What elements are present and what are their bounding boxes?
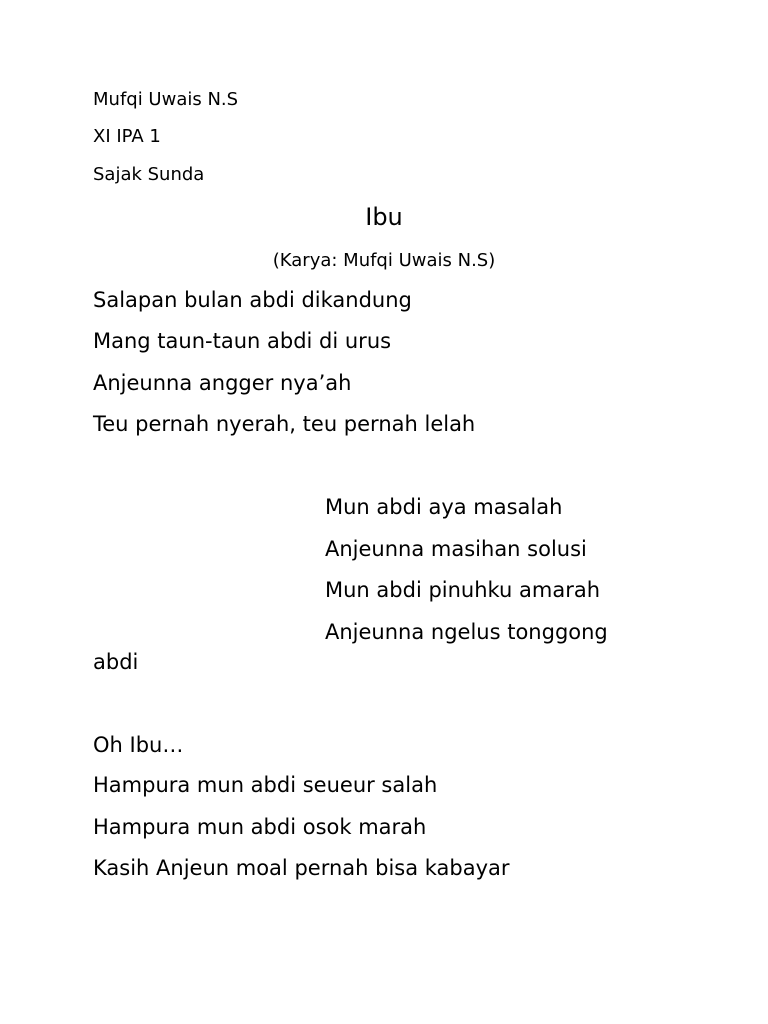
- poem-line: Mun abdi aya masalah: [325, 495, 563, 519]
- poem-line: Hampura mun abdi seueur salah: [93, 773, 438, 797]
- poem-line: Anjeunna angger nya’ah: [93, 371, 352, 395]
- poem-line: abdi: [93, 650, 139, 674]
- poem-line: Teu pernah nyerah, teu pernah lelah: [93, 412, 476, 436]
- poem-line: Mun abdi pinuhku amarah: [325, 578, 601, 602]
- poem-line: Oh Ibu…: [93, 733, 184, 757]
- poem-line: Hampura mun abdi osok marah: [93, 815, 427, 839]
- poem-line: Salapan bulan abdi dikandung: [93, 288, 412, 312]
- poem-line: Anjeunna masihan solusi: [325, 537, 587, 561]
- poem-byline: (Karya: Mufqi Uwais N.S): [272, 250, 496, 271]
- class-label: XI IPA 1: [93, 126, 161, 147]
- poem-title: Ibu: [365, 203, 403, 231]
- poem-line: Kasih Anjeun moal pernah bisa kabayar: [93, 856, 510, 880]
- author-name: Mufqi Uwais N.S: [93, 89, 239, 110]
- poem-line: Mang taun-taun abdi di urus: [93, 329, 392, 353]
- poem-line: Anjeunna ngelus tonggong: [325, 620, 608, 644]
- subject-label: Sajak Sunda: [93, 164, 205, 185]
